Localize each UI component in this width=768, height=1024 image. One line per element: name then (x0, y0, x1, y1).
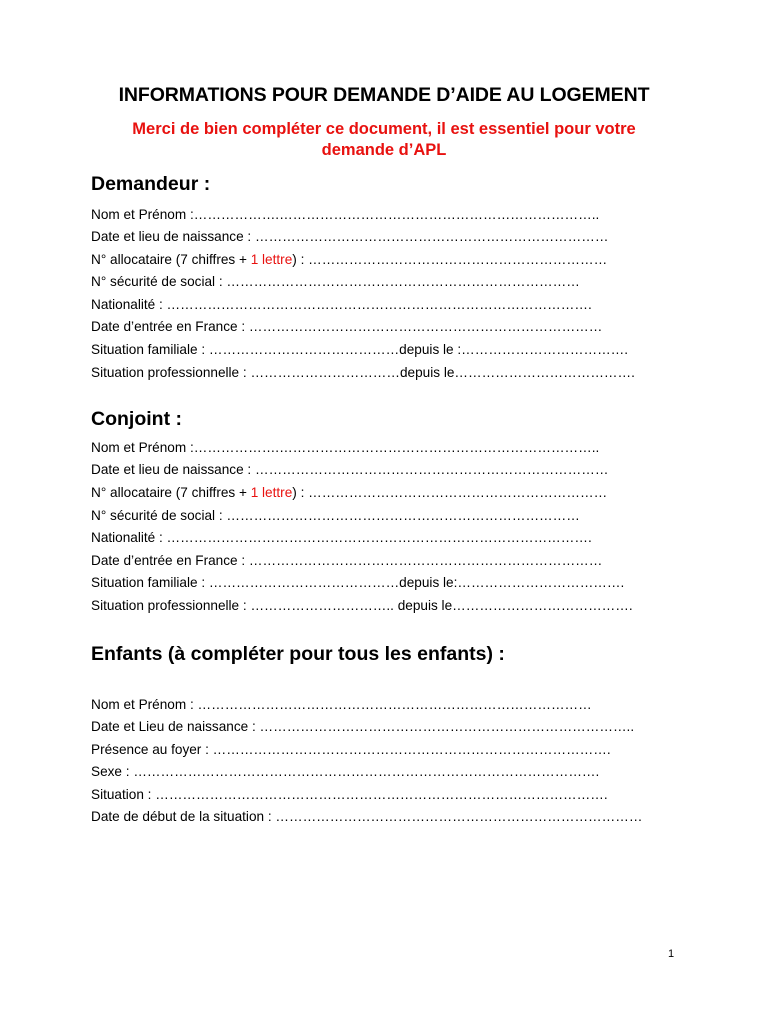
enfants-heading: Enfants (à compléter pour tous les enfants) : (91, 643, 505, 665)
enfants-naissance-field[interactable]: Date et Lieu de naissance : ……………………………………………………………………….. (91, 719, 635, 734)
conjoint-entree-field[interactable]: Date d’entrée en France : …………………………………………………………………… (91, 553, 603, 568)
demandeur-nationalite-field[interactable]: Nationalité : …………………………………………………………………………………. (91, 297, 592, 312)
allocataire-label: N° allocataire (7 chiffres + (91, 485, 251, 500)
demandeur-familiale-field[interactable]: Situation familiale : ……………………………………depuis le :………………………………. (91, 342, 629, 357)
page-number: 1 (668, 948, 675, 960)
demandeur-heading: Demandeur : (91, 173, 211, 195)
conjoint-pro-field[interactable]: Situation professionnelle : ………………………….. depuis le…………………………………. (91, 598, 633, 613)
demandeur-entree-field[interactable]: Date d’entrée en France : …………………………………………………………………… (91, 319, 603, 334)
enfants-nom-field[interactable]: Nom et Prénom : …………………………………………………………………………… (91, 697, 592, 712)
demandeur-allocataire-field[interactable] (91, 252, 607, 268)
demandeur-nom-field[interactable]: Nom et Prénom :……………….…………………………………………………………….. (91, 207, 600, 222)
document-title: INFORMATIONS POUR DEMANDE D’AIDE AU LOGEMENT (118, 84, 650, 106)
subtitle (100, 119, 668, 161)
conjoint-secu-field[interactable]: N° sécurité de social : …………………………………………………………………… (91, 508, 580, 523)
lettre-highlight: 1 lettre (250, 252, 293, 267)
conjoint-nationalite-field[interactable]: Nationalité : …………………………………………………………………………………. (91, 530, 592, 545)
conjoint-familiale-field[interactable]: Situation familiale : ……………………………………depuis le:………………………………. (91, 575, 625, 590)
demandeur-secu-field[interactable]: N° sécurité de social : …………………………………………………………………… (91, 274, 580, 289)
conjoint-nom-field[interactable]: Nom et Prénom :……………….…………………………………………………………….. (91, 440, 600, 455)
conjoint-naissance-field[interactable]: Date et lieu de naissance : …………………………………………………………………… (91, 462, 609, 477)
allocataire-label: N° allocataire (7 chiffres + (91, 252, 251, 267)
allocataire-dots: ) : ………………………………………………………… (292, 252, 608, 267)
demandeur-naissance-field[interactable]: Date et lieu de naissance : …………………………………………………………………… (91, 229, 609, 244)
enfants-debut-field[interactable]: Date de début de la situation : ……………………………………………………………………… (91, 809, 643, 824)
allocataire-dots: ) : ………………………………………………………… (292, 485, 608, 500)
enfants-sexe-field[interactable]: Sexe : …………………………………………………………………………………………. (91, 764, 600, 779)
enfants-situation-field[interactable]: Situation : ………………………………………………………………………………………. (91, 787, 608, 802)
demandeur-pro-field[interactable]: Situation professionnelle : ……………………………depuis le…………………………………. (91, 365, 635, 380)
conjoint-allocataire-field[interactable] (91, 485, 607, 501)
enfants-presence-field[interactable]: Présence au foyer : ……………………………………………………………………………. (91, 742, 611, 757)
subtitle-line-1: Merci de bien compléter ce document, il est essentiel pour votre (132, 120, 636, 138)
subtitle-line-2: demande d’APL (321, 141, 447, 159)
lettre-highlight: 1 lettre (250, 485, 293, 500)
conjoint-heading: Conjoint : (91, 408, 182, 430)
